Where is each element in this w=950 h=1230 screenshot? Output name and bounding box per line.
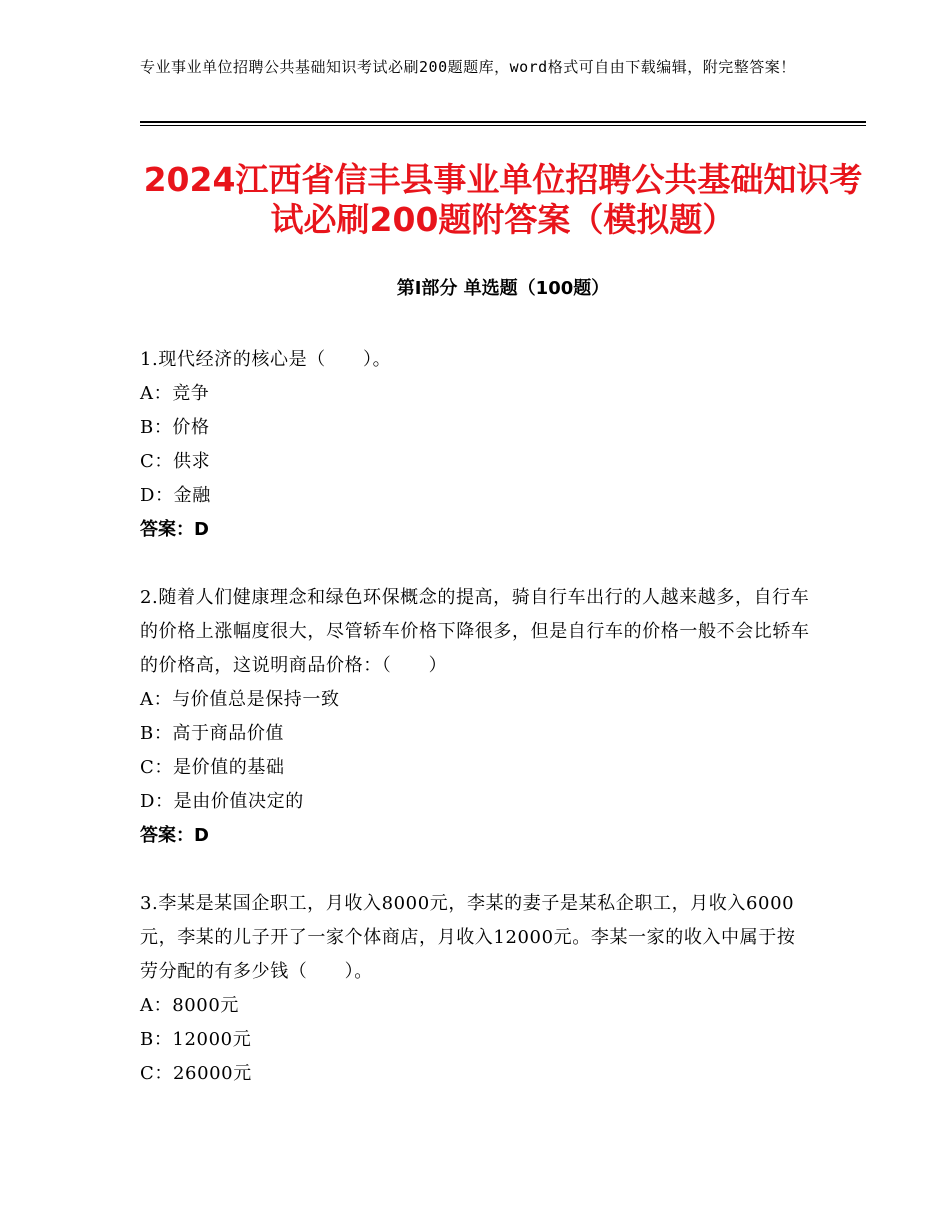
section-title: 第Ⅰ部分 单选题（100题） <box>396 278 610 299</box>
option-b: B：高于商品价值 <box>140 723 285 744</box>
question-stem: 1.现代经济的核心是（ ）。 <box>140 349 392 370</box>
question-2 <box>140 581 810 853</box>
header-divider <box>140 121 866 123</box>
question-list <box>140 343 810 1125</box>
option-c: C：供求 <box>140 451 211 472</box>
question-1 <box>140 343 810 547</box>
document-title: 2024江西省信丰县事业单位招聘公共基础知识考试必刷200题附答案（模拟题） <box>143 160 863 239</box>
question-stem: 2.随着人们健康理念和绿色环保概念的提高，骑自行车出行的人越来越多，自行车的价格上涨幅度很大，尽管轿车价格下降很多，但是自行车的价格一般不会比轿车的价格高，这说明商品价格：（ ） <box>140 587 810 676</box>
header-divider-thin <box>140 125 866 126</box>
option-c: C：26000元 <box>140 1063 252 1084</box>
option-a: A：与价值总是保持一致 <box>140 689 340 710</box>
page-header: 专业事业单位招聘公共基础知识考试必刷200题题库，word格式可自由下载编辑，附完整答案！ <box>140 58 796 76</box>
answer: 答案：D <box>140 519 209 540</box>
question-stem: 3.李某是某国企职工，月收入8000元，李某的妻子是某私企职工，月收入6000元，李某的儿子开了一家个体商店，月收入12000元。李某一家的收入中属于按劳分配的有多少钱（ ）。 <box>140 893 796 982</box>
option-d: D：金融 <box>140 485 211 506</box>
option-d: D：是由价值决定的 <box>140 791 304 812</box>
option-c: C：是价值的基础 <box>140 757 285 778</box>
option-a: A：8000元 <box>140 995 240 1016</box>
option-b: B：12000元 <box>140 1029 252 1050</box>
question-3 <box>140 887 810 1091</box>
option-b: B：价格 <box>140 417 210 438</box>
answer: 答案：D <box>140 825 209 846</box>
option-a: A：竞争 <box>140 383 210 404</box>
